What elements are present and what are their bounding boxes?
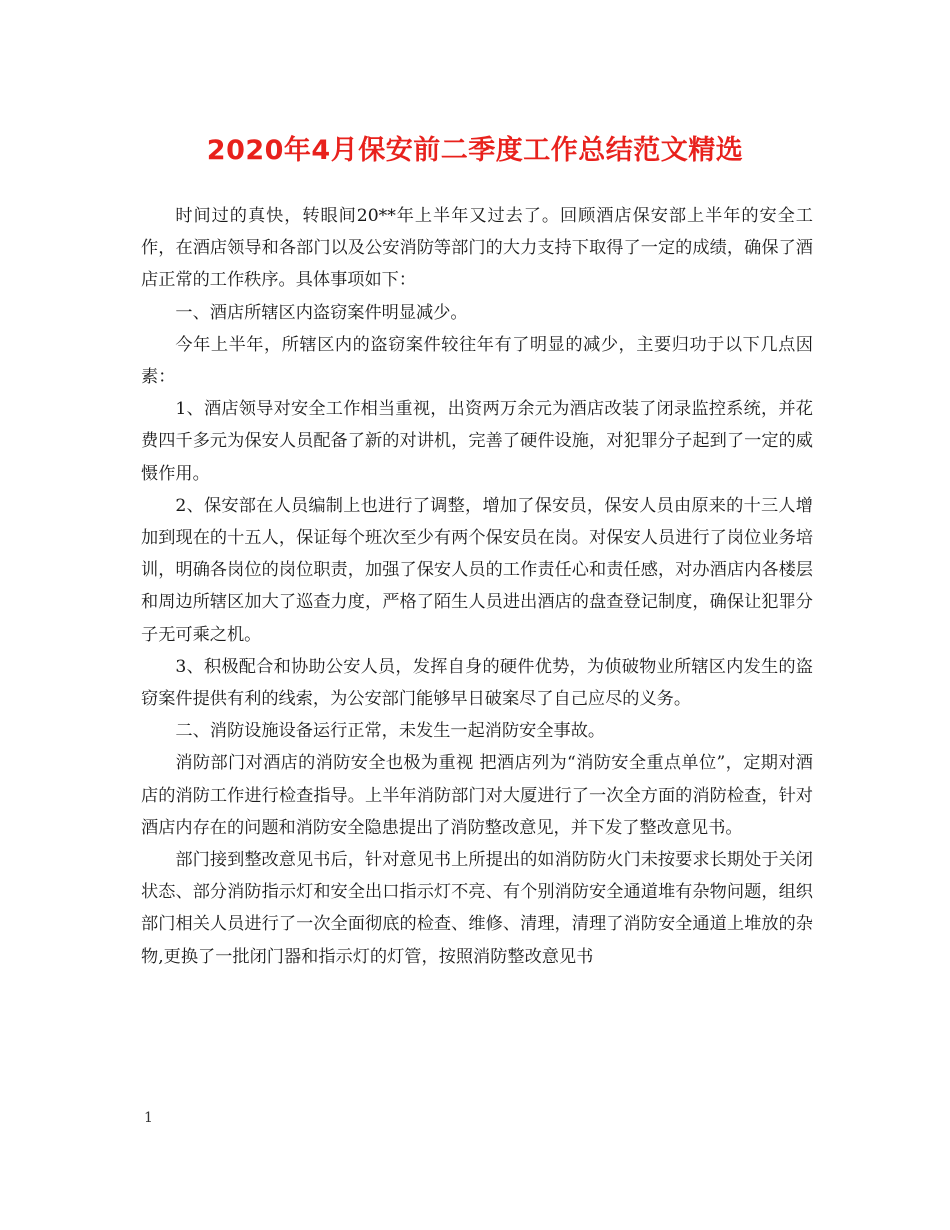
paragraph: 今年上半年，所辖区内的盗窃案件较往年有了明显的减少，主要归功于以下几点因素： (141, 334, 813, 388)
paragraph: 1、酒店领导对安全工作相当重视，出资两万余元为酒店改装了闭录监控系统，并花费四千多元为保安人员配备了新的对讲机，完善了硬件设施，对犯罪分子起到了一定的威慑作用。 (141, 399, 813, 484)
document-body (141, 200, 813, 973)
section-heading: 一、酒店所辖区内盗窃案件明显减少。 (175, 302, 468, 323)
document-title: 2020年4月保安前二季度工作总结范文精选 (206, 135, 744, 166)
paragraph: 3、积极配合和协助公安人员，发挥自身的硬件优势，为侦破物业所辖区内发生的盗窃案件提供有利的线索，为公安部门能够早日破案尽了自己应尽的义务。 (141, 656, 813, 710)
paragraph: 2、保安部在人员编制上也进行了调整，增加了保安员，保安人员由原来的十三人增加到现在的十五人，保证每个班次至少有两个保安员在岗。对保安人员进行了岗位业务培训，明确各岗位的岗位职责，加强了保安人员的工作责任心和责任感，对办酒店内各楼层和周边所辖区加大了巡查力度，严格了陌生人员进出酒店的盘查登记制度，确保让犯罪分子无可乘之机。 (141, 495, 813, 645)
section-heading: 二、消防设施设备运行正常，未发生一起消防安全事故。 (175, 721, 606, 742)
paragraph: 时间过的真快，转眼间20**年上半年又过去了。回顾酒店保安部上半年的安全工作，在酒店领导和各部门以及公安消防等部门的大力支持下取得了一定的成绩，确保了酒店正常的工作秩序。具体事项如下： (141, 206, 813, 291)
paragraph: 部门接到整改意见书后，针对意见书上所提出的如消防防火门未按要求长期处于关闭状态、部分消防指示灯和安全出口指示灯不亮、有个别消防安全通道堆有杂物问题，组织部门相关人员进行了一次全面彻底的检查、维修、清理，清理了消防安全通道上堆放的杂物,更换了一批闭门器和指示灯的灯管，按照消防整改意见书 (141, 850, 813, 967)
paragraph: 消防部门对酒店的消防安全也极为重视 把酒店列为“消防安全重点单位”，定期对酒店的消防工作进行检查指导。上半年消防部门对大厦进行了一次全方面的消防检查，针对酒店内存在的问题和消防安全隐患提出了消防整改意见，并下发了整改意见书。 (141, 753, 813, 838)
page-number: 1 (144, 1110, 153, 1126)
